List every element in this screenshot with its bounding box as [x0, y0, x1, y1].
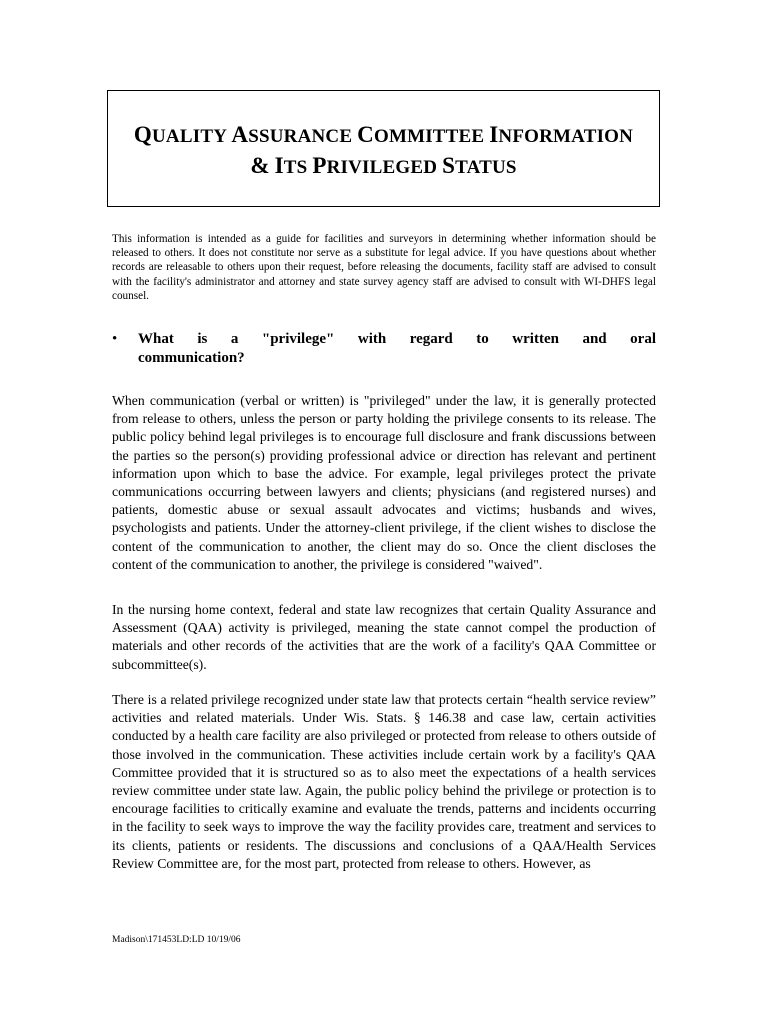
title-word-2-cap: A [231, 121, 249, 147]
title-word-4-rest: NFORMATION [498, 125, 634, 147]
title-line-2 [250, 151, 516, 182]
question-text [138, 330, 656, 368]
title-line-1 [134, 120, 633, 151]
question-heading [112, 330, 656, 368]
title-word-6-rest: RIVILEGED [326, 156, 438, 178]
title-word-7-cap: S [442, 152, 456, 178]
title-word-3-rest: OMMITTEE [373, 125, 485, 147]
intro-disclaimer: This information is intended as a guide for facilities and surveyors in determining whether information should be released to others. It does not constitute nor serve as a substitute for legal advice. If you have questions about whether records are releasable to others upon their request, before releasing the documents, facility staff are advised to consult with the facility's administrator and attorney and state survey agency staff are advised to consult with WI-DHFS legal counsel. [112, 233, 656, 302]
footer-document-id: Madison\171453LD:LD 10/19/06 [112, 935, 241, 945]
title-word-4-cap: I [489, 121, 499, 147]
title-ampersand: & [250, 152, 270, 178]
title-word-1-cap: Q [133, 121, 153, 147]
title-word-2-rest: SSURANCE [248, 125, 353, 147]
bullet-icon: • [112, 331, 118, 347]
title-word-6-cap: P [312, 152, 327, 178]
question-line-1: What is a "privilege" with regard to written and oral [138, 331, 656, 347]
paragraph-nursing-home-context: In the nursing home context, federal and state law recognizes that certain Quality Assurance and Assessment (QAA) activity is privileged, meaning the state cannot compel the production of materials and other records of the activities that are the work of a facility's QAA Committee or subcommittee(s). [112, 602, 656, 672]
paragraph-health-service-review: There is a related privilege recognized under state law that protects certain “health service review” activities and related materials. Under Wis. Stats. § 146.38 and case law, certain activities conducted by a health care facility are also privileged or protected from release to others outside of those involved in the communication. These activities include certain work by a facility's QAA Committee provided that it is structured so as to also meet the expectations of a health services review committee under state law. Again, the public policy behind the privilege or protection is to encourage facilities to critically examine and evaluate the trends, patterns and incidents occurring in the facility to seek ways to improve the way the facility provides care, treatment and services to its clients, patients or residents. The discussions and conclusions of a QAA/Health Services Review Committee are, for the most part, protected from release to others. However, as [112, 692, 656, 871]
title-box [107, 90, 660, 207]
title-word-5-cap: I [274, 152, 284, 178]
title-word-5-rest: TS [283, 156, 308, 178]
title-word-7-rest: TATUS [455, 156, 517, 178]
question-line-2: communication? [138, 350, 245, 366]
title-word-1-rest: UALITY [152, 125, 227, 147]
title-word-3-cap: C [357, 121, 374, 147]
paragraph-privilege-definition: When communication (verbal or written) is "privileged" under the law, it is generally protected from release to others, unless the person or party holding the privilege consents to its release. The public policy behind legal privileges is to encourage full disclosure and frank discussions between the parties so the person(s) providing professional advice or direction has relevant and pertinent information upon which to base the advice. For example, legal privileges protect the private communications occurring between lawyers and clients; physicians (and registered nurses) and patients, domestic abuse or sexual assault advocates and victims; husbands and wives, psychologists and patients. Under the attorney-client privilege, if the client wishes to disclose the content of the communication to another, the client may do so. Once the client discloses the content of the communication to another, the privilege is considered "waived". [112, 393, 656, 572]
